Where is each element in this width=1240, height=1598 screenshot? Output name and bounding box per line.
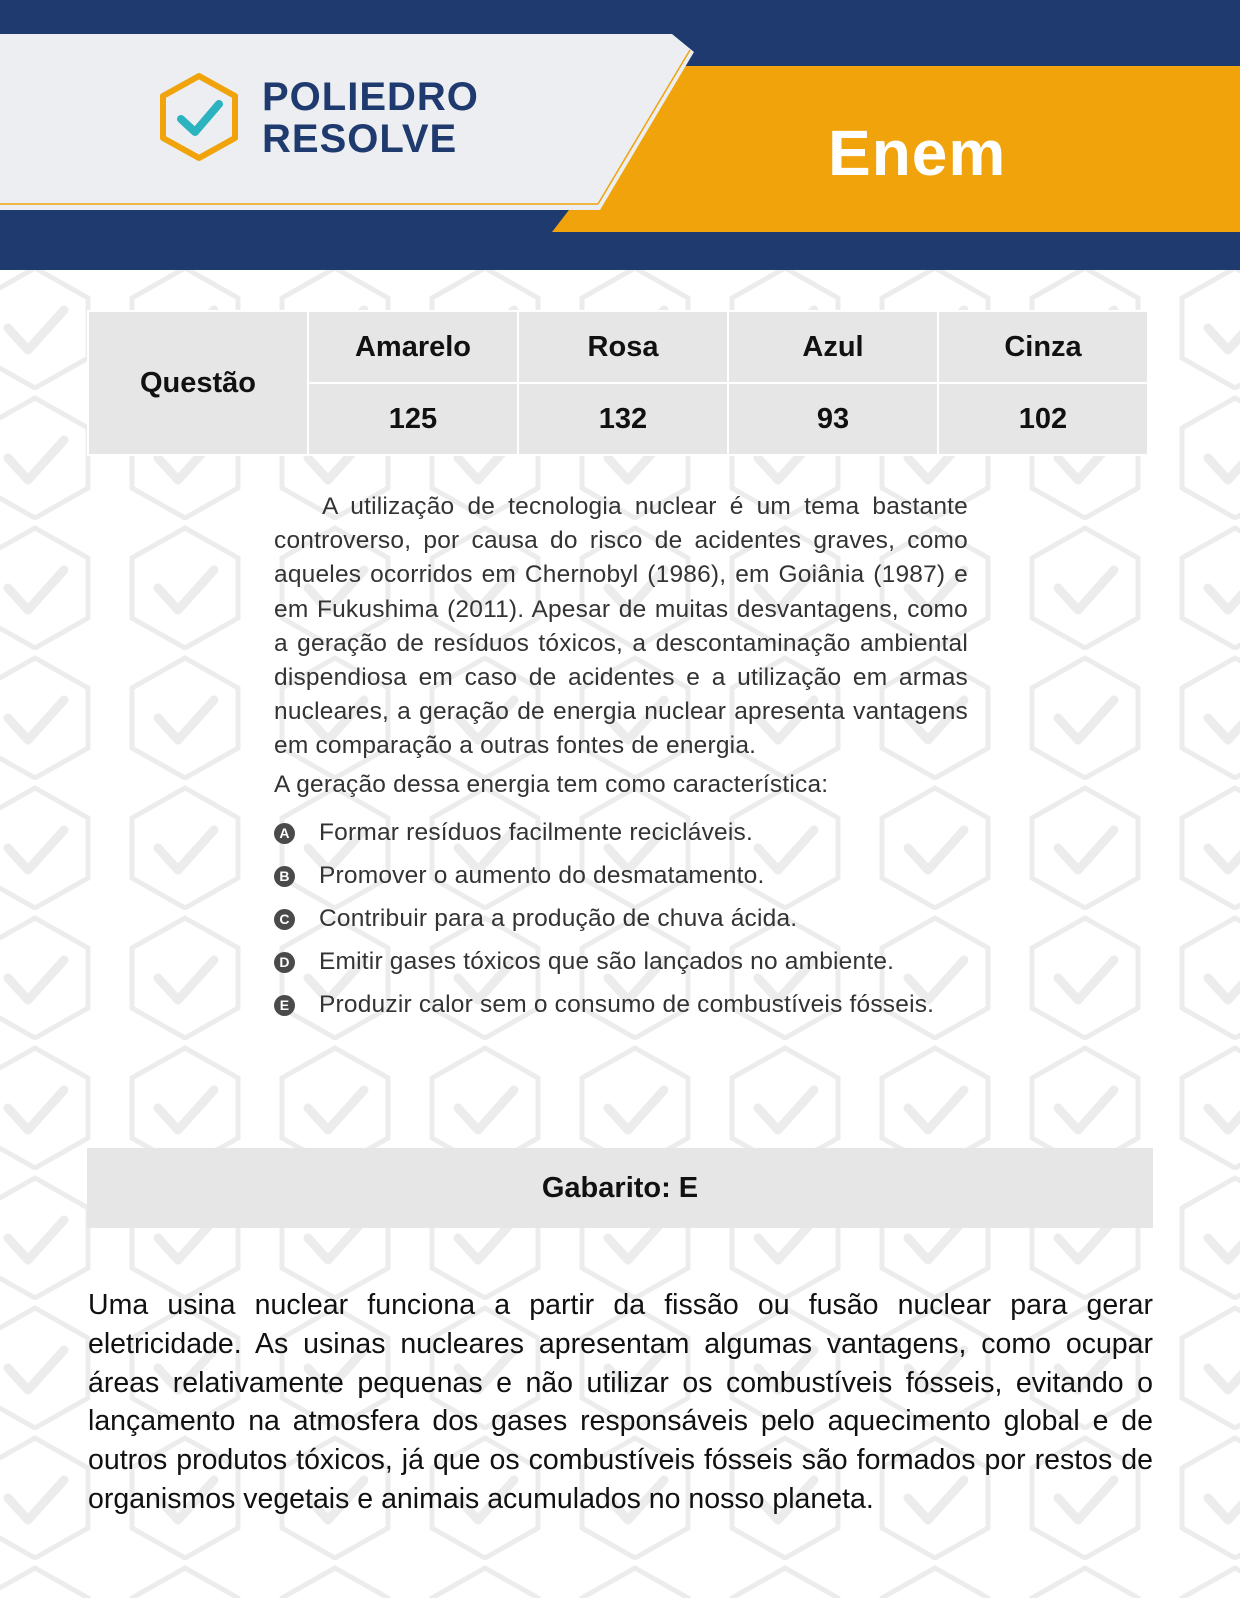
brand-line-1: POLIEDRO <box>262 75 479 119</box>
brand <box>157 72 517 162</box>
explanation-text: Uma usina nuclear funciona a partir da fissão ou fusão nuclear para gerar eletricidade. As usinas nucleares apresentam algumas vantagens, como ocupar áreas relativamente pequenas e não utilizar os combustíveis fósseis, evitando o lançamento na atmosfera dos gases responsáveis pelo aquecimento global e de outros produtos tóxicos, já que os combustíveis fósseis são formados por restos de organismos vegetais e animais acumulados no nosso planeta. <box>88 1289 1153 1515</box>
question-number-amarelo: 125 <box>309 384 517 454</box>
option-letter-badge: E <box>274 995 295 1016</box>
question-number-rosa: 132 <box>519 384 727 454</box>
option-a <box>274 812 968 855</box>
version-color-cinza: Cinza <box>939 312 1147 382</box>
question-label: Questão <box>89 312 307 454</box>
option-text: Emitir gases tóxicos que são lançados no ambiente. <box>319 948 895 976</box>
header-banner <box>0 0 1240 270</box>
option-c <box>274 898 968 941</box>
option-text: Contribuir para a produção de chuva ácida. <box>319 905 798 933</box>
question-number-cinza: 102 <box>939 384 1147 454</box>
table-row <box>89 312 1147 382</box>
option-text: Promover o aumento do desmatamento. <box>319 862 765 890</box>
brand-name <box>262 76 479 160</box>
answer-value: E <box>678 1171 699 1204</box>
version-color-azul: Azul <box>729 312 937 382</box>
option-b <box>274 855 968 898</box>
hexagon-check-logo-icon <box>157 72 241 162</box>
question-text: A utilização de tecnologia nuclear é um tema bastante controverso, por causa do risco de acidentes graves, como aqueles ocorridos em Chernobyl (1986), em Goiânia (1987) e em Fukushima (2011). Apesar de muitas desvantagens, como a geração de resíduos tóxicos, a descontaminação ambiental dispendiosa em caso de acidentes e a utilização em armas nucleares, a geração de energia nuclear apresenta vantagens em comparação a outras fontes de energia. <box>274 493 968 760</box>
answer-key <box>87 1148 1153 1228</box>
option-letter-badge: A <box>274 823 295 844</box>
option-text: Formar resíduos facilmente recicláveis. <box>319 819 753 847</box>
question-prompt: A geração dessa energia tem como característica: <box>274 770 829 798</box>
question-versions-table <box>87 310 1149 456</box>
option-letter-badge: B <box>274 866 295 887</box>
answer-label: Gabarito: <box>541 1171 671 1204</box>
option-d <box>274 941 968 984</box>
option-letter-badge: C <box>274 909 295 930</box>
version-color-rosa: Rosa <box>519 312 727 382</box>
answer-options <box>274 812 968 1027</box>
question-body <box>274 490 968 1027</box>
brand-line-2: RESOLVE <box>262 117 458 161</box>
option-letter-badge: D <box>274 952 295 973</box>
option-text: Produzir calor sem o consumo de combustíveis fósseis. <box>319 991 935 1019</box>
question-number-azul: 93 <box>729 384 937 454</box>
option-e <box>274 984 968 1027</box>
version-color-amarelo: Amarelo <box>309 312 517 382</box>
exam-title: Enem <box>828 117 1007 189</box>
